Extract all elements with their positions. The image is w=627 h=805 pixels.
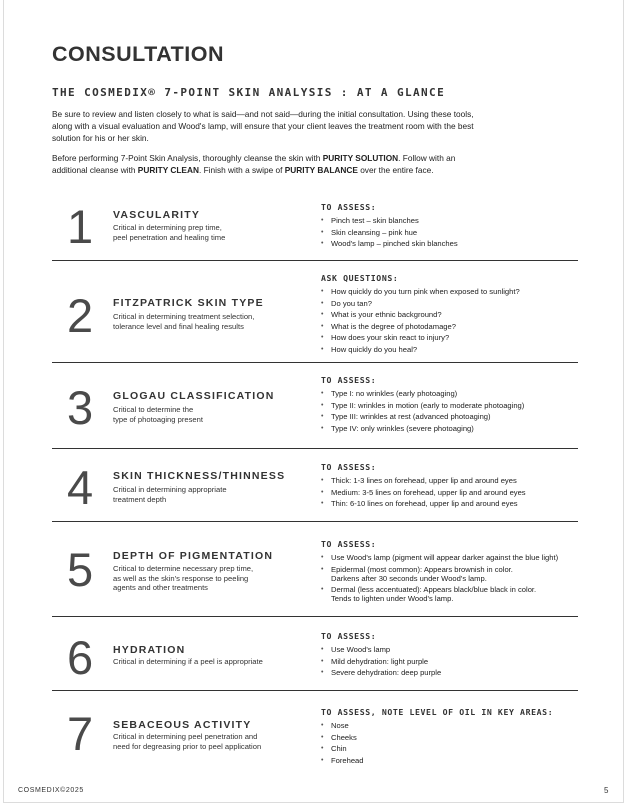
- assessment-heading: TO ASSESS:: [321, 539, 377, 549]
- assessment-list: [321, 720, 581, 766]
- assessment-list: [321, 215, 581, 250]
- list-item: • Nose: [321, 720, 581, 732]
- section-vascularity: [52, 190, 578, 261]
- assessment-list: [321, 475, 581, 510]
- list-item: • What is your ethnic background?: [321, 309, 581, 321]
- product-purity-balance: PURITY BALANCE: [284, 165, 358, 175]
- assessment-list: [321, 644, 581, 679]
- list-item: • Type II: wrinkles in motion (early to moderate photoaging): [321, 400, 581, 412]
- list-item: • Use Wood's lamp: [321, 644, 581, 656]
- list-item: • How does your skin react to injury?: [321, 332, 581, 344]
- assessment-heading: TO ASSESS:: [321, 462, 377, 472]
- section-number: 5: [67, 543, 94, 596]
- section-number: 7: [67, 707, 94, 760]
- list-item: • Mild dehydration: light purple: [321, 656, 581, 668]
- assessment-list: [321, 286, 581, 355]
- section-sebaceous-activity: [52, 691, 578, 771]
- section-fitzpatrick-skin-type: [52, 261, 578, 363]
- list-item: • Wood's lamp – pinched skin blanches: [321, 238, 581, 250]
- assessment-heading: ASK QUESTIONS:: [321, 273, 399, 283]
- section-number: 4: [67, 461, 94, 514]
- section-depth-of-pigmentation: [52, 522, 578, 617]
- list-item: • Thick: 1-3 lines on forehead, upper lip and around eyes: [321, 475, 581, 487]
- section-description: Critical to determine necessary prep time, as well as the skin's response to peeling agents and other treatments: [113, 564, 254, 592]
- section-number: 1: [67, 200, 94, 253]
- list-item: • Type III: wrinkles at rest (advanced photoaging): [321, 411, 581, 423]
- page-number: 5: [604, 786, 609, 795]
- section-glogau-classification: [52, 363, 578, 449]
- section-description: Critical in determining appropriate treatment depth: [113, 485, 227, 504]
- assessment-block: [321, 375, 581, 434]
- assessment-block: [321, 707, 581, 766]
- section-description: Critical in determining prep time, peel penetration and healing time: [113, 223, 226, 242]
- assessment-block: [321, 539, 581, 604]
- section-description: Critical in determining if a peel is appropriate: [113, 657, 263, 666]
- assessment-block: [321, 462, 581, 510]
- list-item: • What is the degree of photodamage?: [321, 321, 581, 333]
- list-item: • Forehead: [321, 755, 581, 767]
- section-title: SEBACEOUS ACTIVITY: [113, 719, 252, 731]
- list-item: • Chin: [321, 743, 581, 755]
- assessment-block: [321, 202, 581, 250]
- list-item: • Type I: no wrinkles (early photoaging): [321, 388, 581, 400]
- section-number: 6: [67, 631, 94, 684]
- assessment-heading: TO ASSESS:: [321, 202, 377, 212]
- section-title: GLOGAU CLASSIFICATION: [113, 390, 275, 402]
- intro-paragraph-2: Before performing 7-Point Skin Analysis, thoroughly cleanse the skin with PURITY SOLUTION. Follow with an additional cleanse with PURITY CLEAN. Finish with a swipe of PURITY BALANCE over the entire face.: [52, 153, 456, 175]
- list-item: • Cheeks: [321, 732, 581, 744]
- footer-brand: COSMEDIX©2025: [18, 787, 84, 794]
- section-number: 3: [67, 381, 94, 434]
- list-item: • How quickly do you heal?: [321, 344, 581, 356]
- assessment-heading: TO ASSESS, NOTE LEVEL OF OIL IN KEY AREAS:: [321, 707, 554, 717]
- section-title: DEPTH OF PIGMENTATION: [113, 550, 274, 562]
- list-item: • Dermal (less accentuated): Appears black/blue black in color. Tends to lighten under Wood's lamp.: [321, 584, 581, 604]
- page-subtitle: THE COSMEDIX® 7-POINT SKIN ANALYSIS : AT A GLANCE: [52, 86, 446, 99]
- section-number: 2: [67, 289, 94, 342]
- section-description: Critical in determining peel penetration and need for degreasing prior to peel application: [113, 732, 262, 751]
- assessment-list: [321, 388, 581, 434]
- list-item: • Skin cleansing – pink hue: [321, 227, 581, 239]
- section-title: HYDRATION: [113, 644, 186, 656]
- list-item: • Medium: 3-5 lines on forehead, upper lip and around eyes: [321, 487, 581, 499]
- product-purity-clean: PURITY CLEAN: [137, 165, 199, 175]
- assessment-block: [321, 631, 581, 679]
- section-description: Critical in determining treatment selection, tolerance level and final healing results: [113, 312, 255, 331]
- intro-paragraph-1: Be sure to review and listen closely to what is said—and not said—during the initial consultation. Using these tools, along with a visual evaluation and Wood's lamp, will ensure that your client leaves the treatment room with the best solution for his or her skin.: [52, 109, 474, 143]
- section-hydration: [52, 617, 578, 691]
- list-item: • Epidermal (most common): Appears brownish in color. Darkens after 30 seconds under Wood's lamp.: [321, 564, 581, 584]
- assessment-heading: TO ASSESS:: [321, 375, 377, 385]
- list-item: • Use Wood's lamp (pigment will appear darker against the blue light): [321, 552, 581, 564]
- section-skin-thickness: [52, 449, 578, 522]
- list-item: • How quickly do you turn pink when exposed to sunlight?: [321, 286, 581, 298]
- section-title: FITZPATRICK SKIN TYPE: [113, 297, 264, 309]
- section-description: Critical to determine the type of photoaging present: [113, 405, 203, 424]
- list-item: • Thin: 6-10 lines on forehead, upper lip and around eyes: [321, 498, 581, 510]
- page-title: CONSULTATION: [52, 42, 225, 66]
- product-purity-solution: PURITY SOLUTION: [322, 153, 399, 163]
- list-item: • Severe dehydration: deep purple: [321, 667, 581, 679]
- list-item: • Pinch test – skin blanches: [321, 215, 581, 227]
- list-item: • Type IV: only wrinkles (severe photoaging): [321, 423, 581, 435]
- section-title: SKIN THICKNESS/THINNESS: [113, 470, 286, 482]
- assessment-heading: TO ASSESS:: [321, 631, 377, 641]
- assessment-block: [321, 273, 581, 355]
- section-title: VASCULARITY: [113, 209, 201, 221]
- assessment-list: [321, 552, 581, 604]
- list-item: • Do you tan?: [321, 298, 581, 310]
